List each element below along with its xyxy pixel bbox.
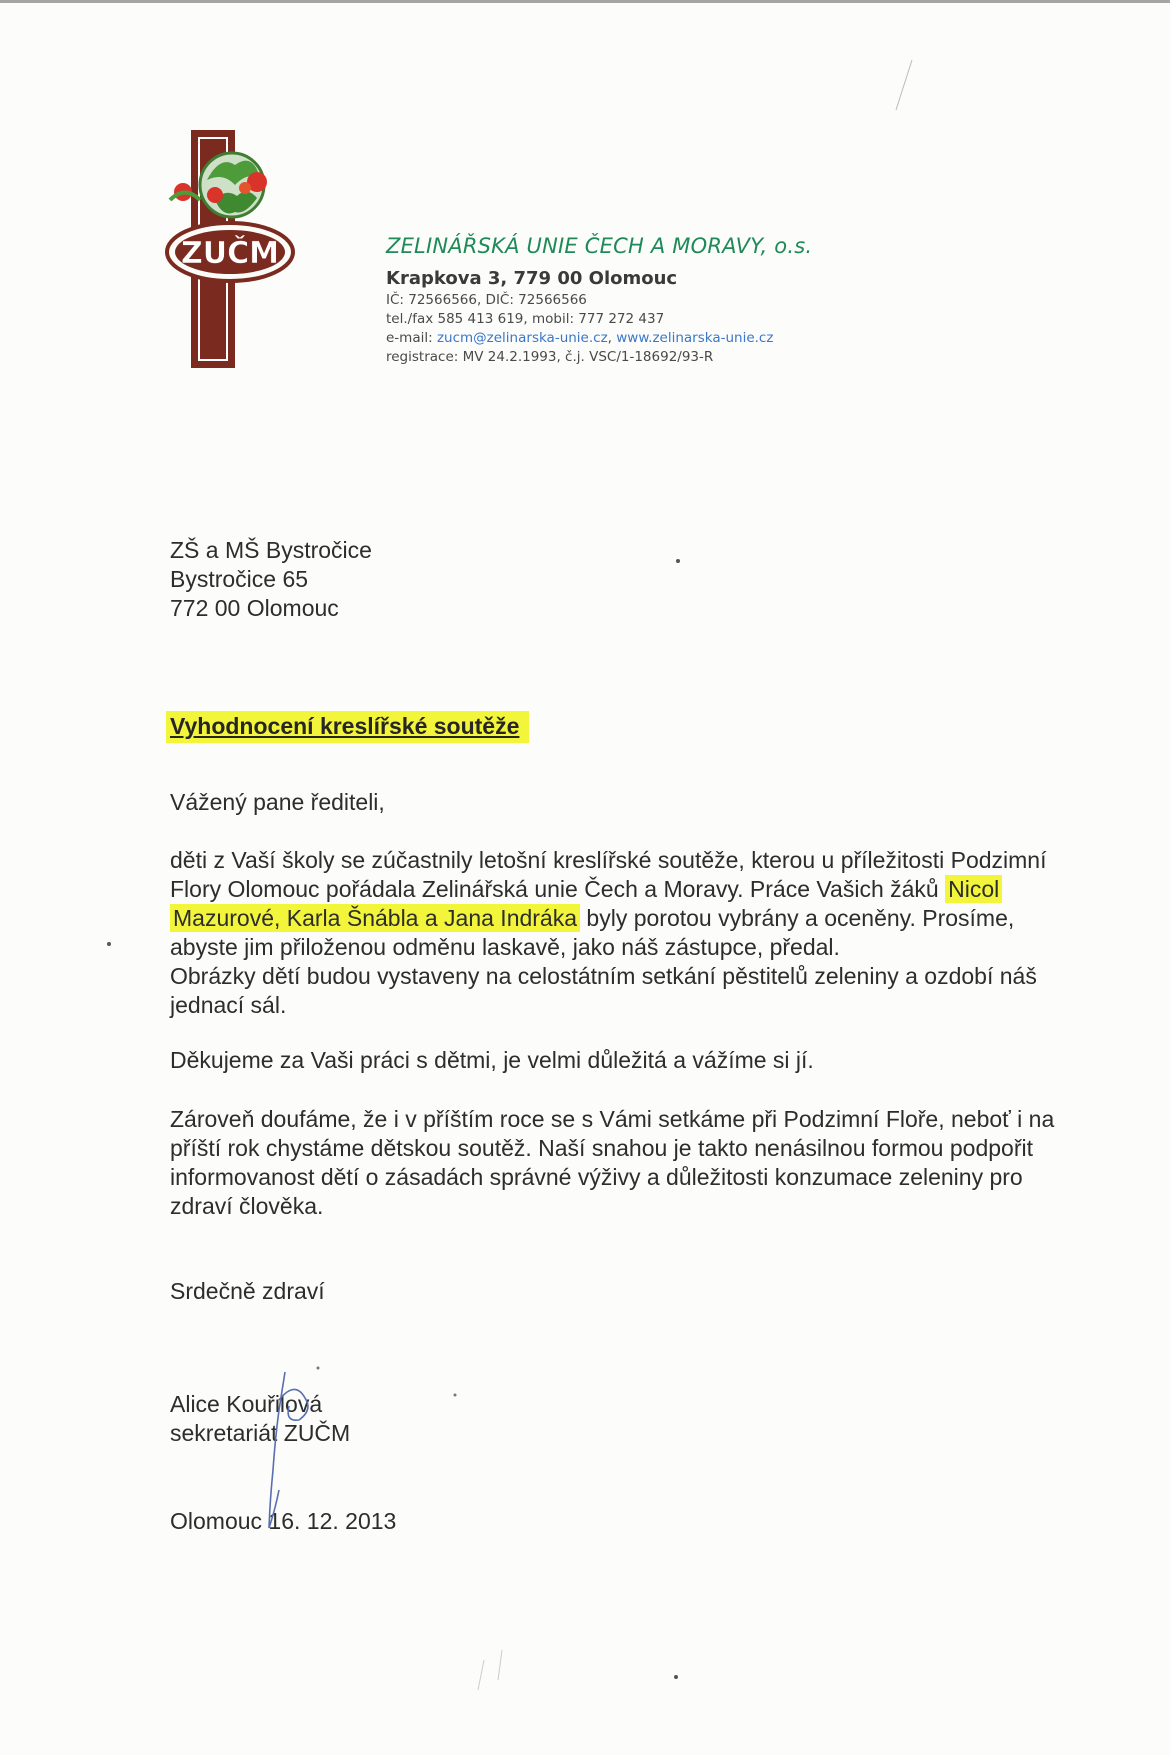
- signatory-role: sekretariát ZUČM: [170, 1420, 351, 1446]
- paragraph-line: [170, 904, 1080, 933]
- recipient-line: 772 00 Olomouc: [170, 595, 339, 621]
- greeting: Vážený pane řediteli,: [170, 789, 385, 815]
- org-address: Krapkova 3, 779 00 Olomouc: [386, 268, 678, 289]
- logo-text: ZUČM: [181, 236, 279, 271]
- paragraph-3: [170, 1105, 1100, 1221]
- paragraph-line: děti z Vaší školy se zúčastnily letošní kreslířské soutěže, kterou u příležitosti Podzimní: [170, 847, 1047, 873]
- highlighted-names: Nicol: [945, 875, 1002, 903]
- org-contacts: [386, 330, 946, 346]
- paragraph-line: [170, 875, 1080, 904]
- paragraph-1: [170, 846, 1080, 1020]
- text-segment: Flory Olomouc pořádala Zelinářská unie Čech a Moravy. Práce Vašich žáků: [170, 876, 946, 902]
- paragraph-line: Obrázky dětí budou vystaveny na celostátním setkání pěstitelů zeleniny a ozdobí náš: [170, 963, 1037, 989]
- paragraph-line: Zároveň doufáme, že i v příštím roce se s Vámi setkáme při Podzimní Floře, neboť i na: [170, 1106, 1055, 1132]
- email-label: e-mail:: [386, 330, 437, 346]
- paragraph-2: Děkujeme za Vaši práci s dětmi, je velmi důležitá a vážíme si jí.: [170, 1047, 814, 1073]
- recipient-line: Bystročice 65: [170, 566, 309, 592]
- recipient-line: ZŠ a MŠ Bystročice: [170, 537, 372, 563]
- letterhead: [386, 234, 946, 365]
- paragraph-line: informovanost dětí o zásadách správné výživy a důležitosti konzumace zeleniny pro: [170, 1164, 1023, 1190]
- org-name: ZELINÁŘSKÁ UNIE ČECH A MORAVY, o.s.: [386, 234, 813, 258]
- org-phone: tel./fax 585 413 619, mobil: 777 272 437: [386, 311, 665, 327]
- paragraph-line: abyste jim přiloženou odměnu laskavě, jako náš zástupce, předal.: [170, 934, 840, 960]
- paragraph-line: jednací sál.: [170, 992, 287, 1018]
- handwritten-signature: [255, 1370, 325, 1530]
- paragraph-line: zdraví člověka.: [170, 1193, 324, 1219]
- paragraph-line: příští rok chystáme dětskou soutěž. Naší snahou je takto nenásilnou formou podpořit: [170, 1135, 1033, 1161]
- subject-line: [170, 712, 529, 741]
- web-separator: ,: [607, 330, 617, 346]
- recipient-address: [170, 536, 372, 623]
- signatory-name: Alice Kouřilová: [170, 1391, 323, 1417]
- highlighted-names: Mazurové, Karla Šnábla a Jana Indráka: [170, 904, 580, 932]
- text-segment: byly porotou vybrány a oceněny. Prosíme,: [580, 905, 1015, 931]
- web-link[interactable]: www.zelinarska-unie.cz: [616, 330, 774, 346]
- zucm-logo: [165, 130, 320, 368]
- subject-text: Vyhodnocení kreslířské soutěže: [166, 711, 529, 743]
- date-line: Olomouc 16. 12. 2013: [170, 1508, 397, 1534]
- org-registration: registrace: MV 24.2.1993, č.j. VSC/1-18692/93-R: [386, 349, 714, 365]
- org-ids: IČ: 72566566, DIČ: 72566566: [386, 292, 587, 308]
- scan-top-edge: [0, 0, 1170, 3]
- closing: Srdečně zdraví: [170, 1278, 325, 1304]
- email-link[interactable]: zucm@zelinarska-unie.cz: [436, 330, 608, 346]
